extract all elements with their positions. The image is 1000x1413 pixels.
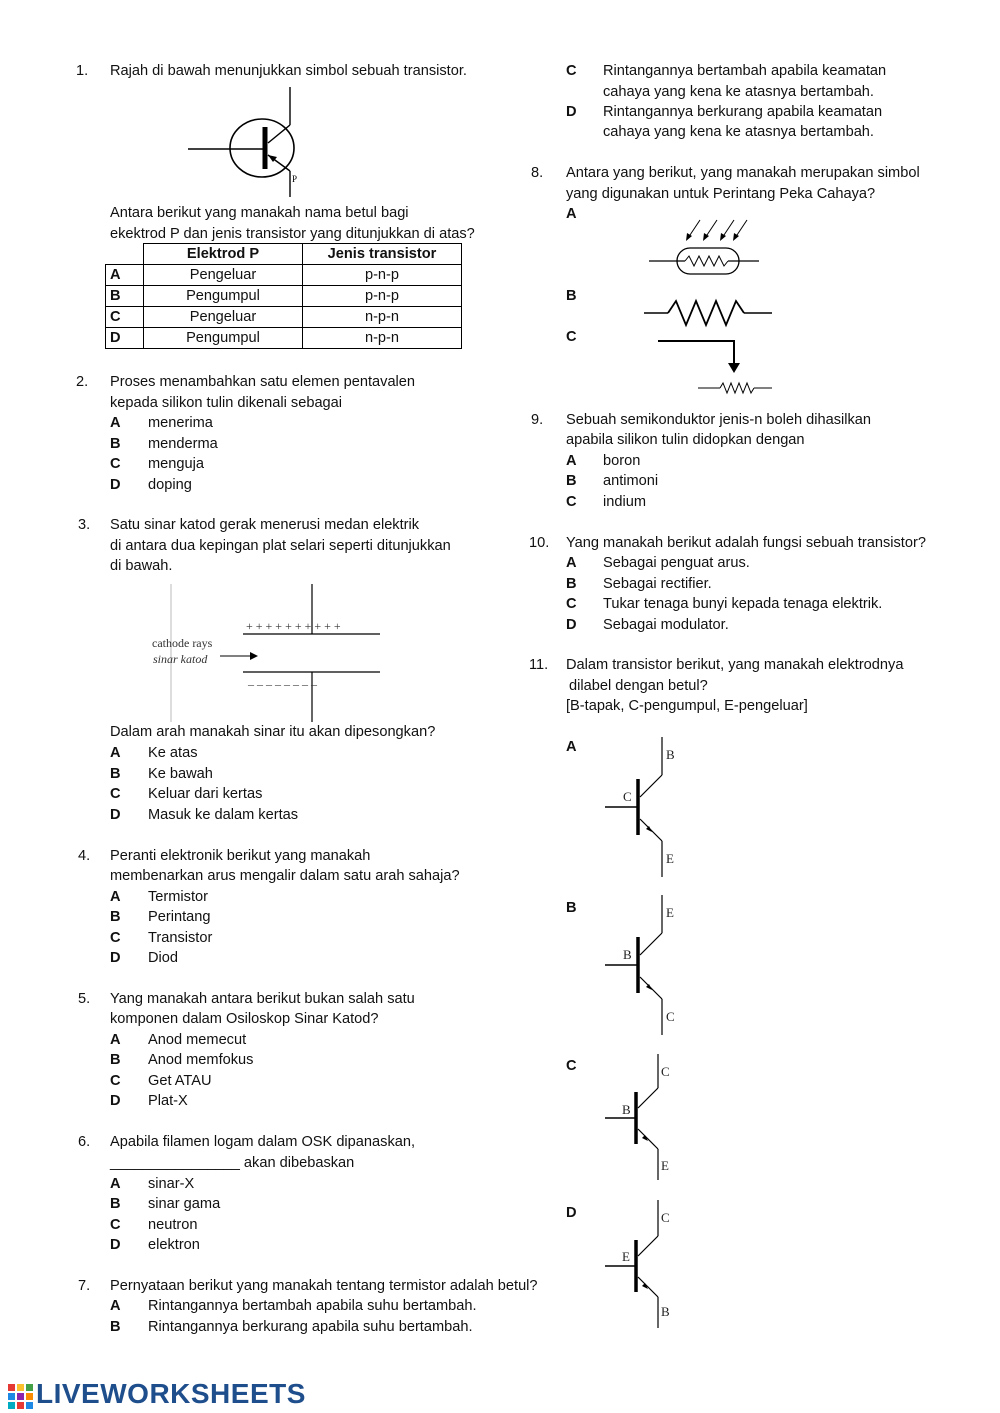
q9-option-b-text[interactable]: antimoni [603, 473, 659, 489]
q11-number: 11. [529, 657, 549, 673]
q6-option-d-text[interactable]: elektron [148, 1237, 200, 1253]
q7-number: 7. [78, 1278, 91, 1294]
q11-option-b-transistor[interactable] [600, 893, 690, 1038]
q8-line2: yang digunakan untuk Perintang Peka Cahaya? [566, 186, 876, 202]
q3-option-a-label[interactable]: A [110, 745, 121, 761]
table-row: B Pengumpul p-n-p [106, 286, 462, 307]
q2-option-a-label[interactable]: A [110, 415, 121, 431]
q5-option-c-text[interactable]: Get ATAU [148, 1073, 212, 1089]
table-row: C Pengeluar n-p-n [106, 307, 462, 328]
table-row: D Pengumpul n-p-n [106, 328, 462, 349]
q3-question: Dalam arah manakah sinar itu akan dipesongkan? [110, 724, 436, 740]
q8-option-a-ldr-symbol[interactable] [645, 214, 765, 280]
q2-option-a-text[interactable]: menerima [148, 415, 213, 431]
q7-option-b-text[interactable]: Rintangannya berkurang apabila suhu bertambah. [148, 1319, 473, 1335]
q7-line1: Pernyataan berikut yang manakah tentang termistor adalah betul? [110, 1278, 538, 1294]
q8-number: 8. [531, 165, 544, 181]
q6-option-a-label[interactable]: A [110, 1176, 121, 1192]
q8-option-b-resistor-symbol[interactable] [640, 298, 775, 328]
q8-option-c-variable-resistor-symbol[interactable] [650, 333, 780, 398]
q5-option-d-text[interactable]: Plat-X [148, 1093, 188, 1109]
q5-option-b-text[interactable]: Anod memfokus [148, 1052, 254, 1068]
q8-option-b-label[interactable]: B [566, 288, 577, 304]
q4-option-b-label[interactable]: B [110, 909, 121, 925]
q11-c-top-label: C [661, 1064, 670, 1079]
q6-line1: Apabila filamen logam dalam OSK dipanaskan, [110, 1134, 416, 1150]
q5-option-a-label[interactable]: A [110, 1032, 121, 1048]
q11-option-c-transistor[interactable] [600, 1052, 690, 1182]
q5-number: 5. [78, 991, 91, 1007]
q10-option-a-label[interactable]: A [566, 555, 577, 571]
q1-answer-table [105, 243, 462, 349]
q1-diagram-label-p: P [292, 174, 298, 184]
q4-option-c-text[interactable]: Transistor [148, 930, 213, 946]
q1-line3: ekektrod P dan jenis transistor yang ditunjukkan di atas? [110, 226, 475, 242]
q3-line2: di antara dua kepingan plat selari seperti ditunjukkan [110, 538, 451, 554]
q5-option-c-label[interactable]: C [110, 1073, 121, 1089]
q11-line1: Dalam transistor berikut, yang manakah elektrodnya [566, 657, 904, 673]
q5-option-d-label[interactable]: D [110, 1093, 121, 1109]
liveworksheets-logo-icon [8, 1384, 34, 1410]
q1-text: Rajah di bawah menunjukkan simbol sebuah transistor. [110, 63, 467, 79]
arrow-right-icon [250, 652, 258, 660]
q9-number: 9. [531, 412, 544, 428]
q3-option-b-label[interactable]: B [110, 766, 121, 782]
q11-option-b-label[interactable]: B [566, 900, 577, 916]
q9-option-b-label[interactable]: B [566, 473, 577, 489]
q2-line1: Proses menambahkan satu elemen pentavalen [110, 374, 416, 390]
q2-number: 2. [76, 374, 89, 390]
q4-line2: membenarkan arus mengalir dalam satu arah sahaja? [110, 868, 460, 884]
q11-d-side-label: E [622, 1249, 630, 1264]
q11-c-bottom-label: E [661, 1158, 669, 1173]
q2-option-c-label[interactable]: C [110, 456, 121, 472]
q9-option-c-label[interactable]: C [566, 494, 577, 510]
q11-d-bottom-label: B [661, 1304, 670, 1319]
q8-line1: Antara yang berikut, yang manakah merupakan simbol [566, 165, 920, 181]
q10-line1: Yang manakah berikut adalah fungsi sebuah transistor? [566, 535, 926, 551]
q6-option-c-text[interactable]: neutron [148, 1217, 198, 1233]
q1-header-jenis: Jenis transistor [303, 244, 462, 265]
q9-line2: apabila silikon tulin didopkan dengan [566, 432, 805, 448]
q3-option-c-text[interactable]: Keluar dari kertas [148, 786, 263, 802]
q10-option-b-label[interactable]: B [566, 576, 577, 592]
q7-option-d-label[interactable]: D [566, 104, 577, 120]
q7-option-c-text[interactable]: Rintangannya bertambah apabila keamatan [603, 63, 887, 79]
q4-option-c-label[interactable]: C [110, 930, 121, 946]
q6-option-b-text[interactable]: sinar gama [148, 1196, 221, 1212]
q7-option-a-text[interactable]: Rintangannya bertambah apabila suhu bertambah. [148, 1298, 477, 1314]
q3-negative-plate: – – – – – – – – [248, 677, 317, 691]
q7-option-d-text2[interactable]: cahaya yang kena ke atasnya bertambah. [603, 124, 874, 140]
q3-line3: di bawah. [110, 558, 173, 574]
q4-option-d-label[interactable]: D [110, 950, 121, 966]
q1-line2: Antara berikut yang manakah nama betul bagi [110, 205, 409, 221]
q3-positive-plate: + + + + + + + + + + [246, 619, 341, 633]
q9-option-c-text[interactable]: indium [603, 494, 646, 510]
q11-a-bottom-label: E [666, 851, 674, 866]
q6-option-b-label[interactable]: B [110, 1196, 121, 1212]
q6-option-d-label[interactable]: D [110, 1237, 121, 1253]
q11-option-a-transistor[interactable] [600, 735, 690, 880]
q6-line2: ________________ akan dibebaskan [110, 1155, 355, 1171]
q11-b-side-label: B [623, 947, 632, 962]
q2-option-b-text[interactable]: menderma [148, 436, 218, 452]
q5-line2: komponen dalam Osiloskop Sinar Katod? [110, 1011, 379, 1027]
q11-option-d-label[interactable]: D [566, 1205, 577, 1221]
q5-option-b-label[interactable]: B [110, 1052, 121, 1068]
q10-option-c-label[interactable]: C [566, 596, 577, 612]
q11-line2: dilabel dengan betul? [569, 678, 708, 694]
q3-line1: Satu sinar katod gerak menerusi medan elektrik [110, 517, 420, 533]
q1-header-elektrod: Elektrod P [144, 244, 303, 265]
q4-option-a-label[interactable]: A [110, 889, 121, 905]
footer-brand: LIVEWORKSHEETS [36, 1378, 306, 1409]
q10-option-c-text[interactable]: Tukar tenaga bunyi kepada tenaga elektrik. [603, 596, 883, 612]
q2-option-d-text[interactable]: doping [148, 477, 192, 493]
q8-option-a-label[interactable]: A [566, 206, 577, 222]
q10-option-d-text[interactable]: Sebagai modulator. [603, 617, 729, 633]
q3-cathode-ray-diagram [140, 584, 390, 724]
q6-number: 6. [78, 1134, 91, 1150]
q4-option-a-text[interactable]: Termistor [148, 889, 208, 905]
q7-option-c-text2[interactable]: cahaya yang kena ke atasnya bertambah. [603, 84, 874, 100]
q7-option-c-label[interactable]: C [566, 63, 577, 79]
q3-label-sinar-katod: sinar katod [153, 652, 208, 666]
q3-option-d-text[interactable]: Masuk ke dalam kertas [148, 807, 299, 823]
q11-line3: [B-tapak, C-pengumpul, E-pengeluar] [566, 698, 808, 714]
q3-option-d-label[interactable]: D [110, 807, 121, 823]
q7-option-b-label[interactable]: B [110, 1319, 121, 1335]
q11-a-top-label: B [666, 747, 675, 762]
q7-option-a-label[interactable]: A [110, 1298, 121, 1314]
q3-option-c-label[interactable]: C [110, 786, 121, 802]
q10-option-a-text[interactable]: Sebagai penguat arus. [603, 555, 750, 571]
q11-c-side-label: B [622, 1102, 631, 1117]
q11-d-top-label: C [661, 1210, 670, 1225]
q4-option-d-text[interactable]: Diod [148, 950, 179, 966]
q3-label-cathode-rays: cathode rays [152, 636, 213, 650]
q10-option-b-text[interactable]: Sebagai rectifier. [603, 576, 712, 592]
q9-option-a-label[interactable]: A [566, 453, 577, 469]
q5-option-a-text[interactable]: Anod memecut [148, 1032, 247, 1048]
q11-b-bottom-label: C [666, 1009, 675, 1024]
q11-option-a-label[interactable]: A [566, 739, 577, 755]
q5-line1: Yang manakah antara berikut bukan salah satu [110, 991, 415, 1007]
q6-option-c-label[interactable]: C [110, 1217, 121, 1233]
q2-option-c-text[interactable]: menguja [148, 456, 204, 472]
q4-line1: Peranti elektronik berikut yang manakah [110, 848, 371, 864]
q11-option-c-label[interactable]: C [566, 1058, 577, 1074]
q3-option-b-text[interactable]: Ke bawah [148, 766, 213, 782]
q11-option-d-transistor[interactable] [600, 1198, 690, 1332]
q3-option-a-text[interactable]: Ke atas [148, 745, 198, 761]
q4-option-b-text[interactable]: Perintang [148, 909, 211, 925]
q3-number: 3. [78, 517, 91, 533]
q11-b-top-label: E [666, 905, 674, 920]
q10-number: 10. [529, 535, 550, 551]
table-row: A Pengeluar p-n-p [106, 265, 462, 286]
q1-number: 1. [76, 63, 89, 79]
q1-transistor-diagram [180, 85, 320, 195]
q2-line2: kepada silikon tulin dikenali sebagai [110, 395, 343, 411]
q6-option-a-text[interactable]: sinar-X [148, 1176, 195, 1192]
q9-option-a-text[interactable]: boron [603, 453, 641, 469]
q2-option-b-label[interactable]: B [110, 436, 121, 452]
q4-number: 4. [78, 848, 91, 864]
q8-option-c-label[interactable]: C [566, 329, 577, 345]
q11-a-side-label: C [623, 789, 632, 804]
q9-line1: Sebuah semikonduktor jenis-n boleh dihasilkan [566, 412, 872, 428]
q2-option-d-label[interactable]: D [110, 477, 121, 493]
q10-option-d-label[interactable]: D [566, 617, 577, 633]
q7-option-d-text[interactable]: Rintangannya berkurang apabila keamatan [603, 104, 883, 120]
